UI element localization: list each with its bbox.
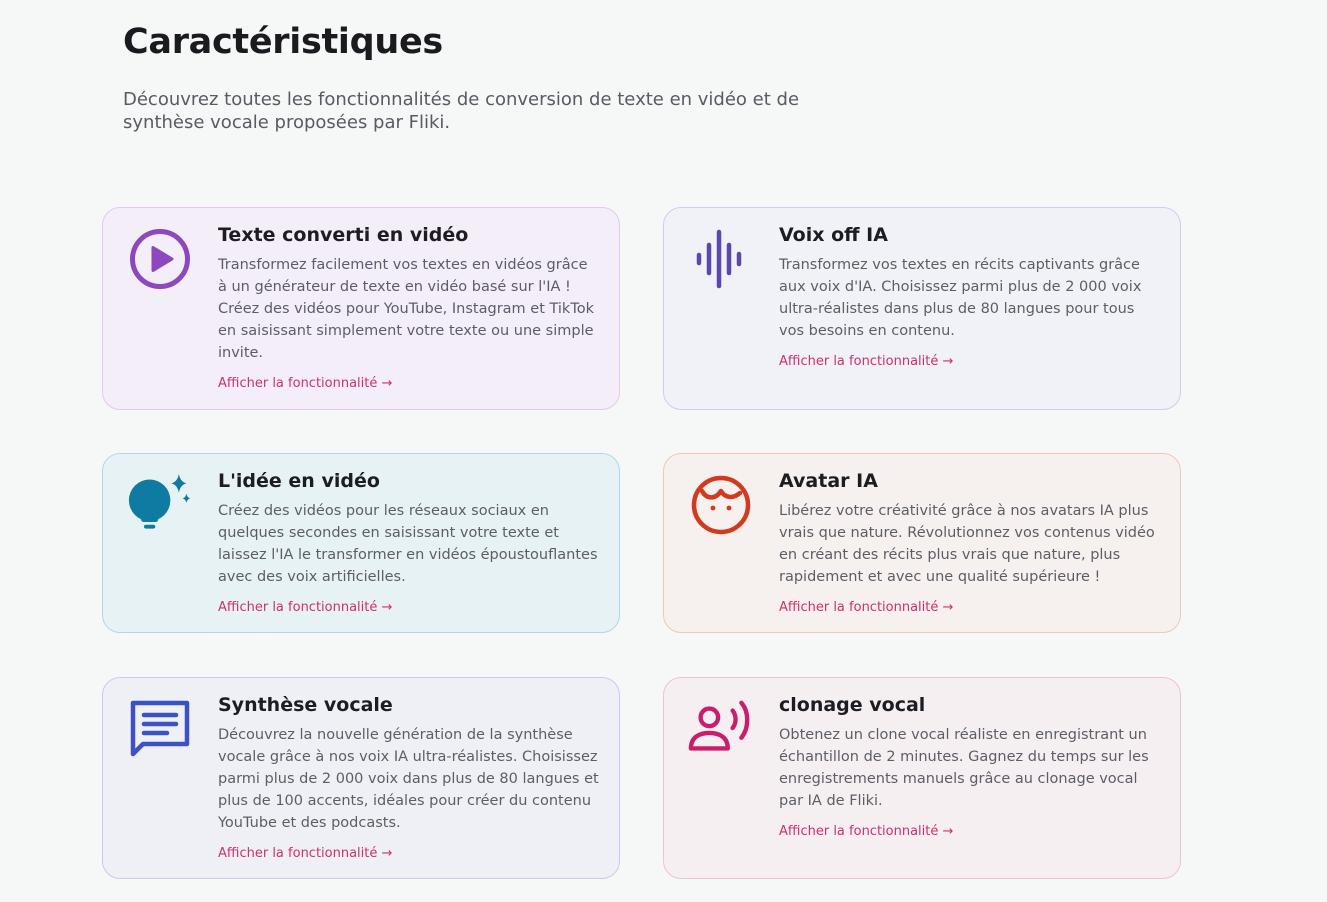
feature-title: Voix off IA [779, 224, 888, 246]
waveform-icon [688, 226, 754, 292]
feature-description: Créez des vidéos pour les réseaux sociaux en quelques secondes en saisissant votre texte et laissez l'IA le transformer en vidéos époustouflantes avec des voix artificielles. [218, 503, 598, 585]
feature-link[interactable]: Afficher la fonctionnalité → [779, 600, 954, 615]
page-subtitle: Découvrez toutes les fonctionnalités de conversion de texte en vidéo et de synthèse vocale proposées par Fliki. [123, 89, 800, 133]
feature-title: L'idée en vidéo [218, 470, 380, 492]
feature-title: Synthèse vocale [218, 694, 393, 716]
feature-link[interactable]: Afficher la fonctionnalité → [218, 600, 393, 615]
feature-card-idea-to-video[interactable] [102, 453, 620, 633]
feature-title: Texte converti en vidéo [218, 224, 469, 246]
feature-card-text-to-speech[interactable] [102, 677, 620, 879]
feature-link[interactable]: Afficher la fonctionnalité → [218, 376, 393, 391]
feature-title: clonage vocal [779, 694, 926, 716]
voice-user-icon [688, 696, 754, 762]
face-icon [688, 472, 754, 538]
feature-card-ai-avatar[interactable] [663, 453, 1181, 633]
feature-link[interactable]: Afficher la fonctionnalité → [218, 846, 393, 861]
lightbulb-sparkle-icon [127, 472, 193, 538]
play-circle-icon [127, 226, 193, 292]
feature-link[interactable]: Afficher la fonctionnalité → [779, 824, 954, 839]
chat-text-icon [127, 696, 193, 762]
feature-description: Transformez facilement vos textes en vidéos grâce à un générateur de texte en vidéo basé sur l'IA ! Créez des vidéos pour YouTube, Instagram et TikTok en saisissant simplement votre texte ou une simple invite. [218, 257, 594, 361]
feature-description: Libérez votre créativité grâce à nos avatars IA plus vrais que nature. Révolutionnez vos contenus vidéo en créant des récits plus vrais que nature, plus rapidement et avec une qualité supérieure ! [779, 503, 1155, 585]
feature-link[interactable]: Afficher la fonctionnalité → [779, 354, 954, 369]
feature-card-text-to-video[interactable] [102, 207, 620, 410]
feature-description: Découvrez la nouvelle génération de la synthèse vocale grâce à nos voix IA ultra-réalistes. Choisissez parmi plus de 2 000 voix dans plus de 80 langues et plus de 100 accents, idéales pour créer du contenu YouTube et des podcasts. [218, 727, 599, 831]
feature-card-ai-voiceover[interactable] [663, 207, 1181, 410]
feature-title: Avatar IA [779, 470, 878, 492]
page-title: Caractéristiques [123, 22, 443, 62]
feature-card-voice-cloning[interactable] [663, 677, 1181, 879]
feature-description: Obtenez un clone vocal réaliste en enregistrant un échantillon de 2 minutes. Gagnez du temps sur les enregistrements manuels grâce au clonage vocal par IA de Fliki. [779, 727, 1149, 809]
feature-description: Transformez vos textes en récits captivants grâce aux voix d'IA. Choisissez parmi plus de 2 000 voix ultra-réalistes dans plus de 80 langues pour tous vos besoins en contenu. [779, 257, 1142, 339]
